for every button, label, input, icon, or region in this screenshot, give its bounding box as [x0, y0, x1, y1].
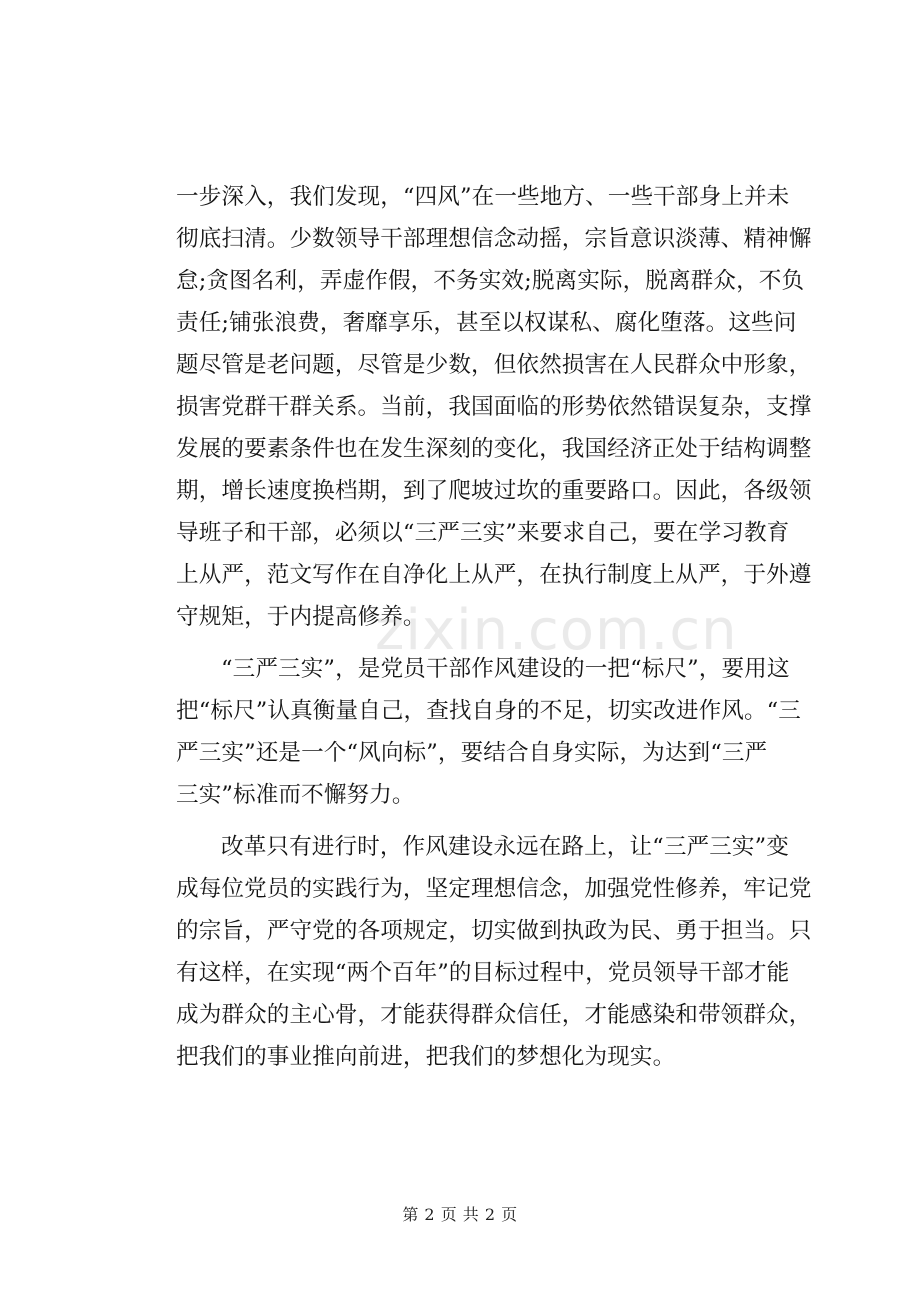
text-line: 把我们的事业推向前进，把我们的梦想化为现实。: [176, 1044, 676, 1070]
text-line: 守规矩，于内提高修养。: [176, 604, 426, 630]
text-line: 题尽管是老问题，尽管是少数，但依然损害在人民群众中形象，: [176, 352, 812, 378]
text-line: 改革只有进行时，作风建设永远在路上，让“三严三实”变: [221, 834, 789, 860]
page-footer: 第 2 页 共 2 页: [402, 1205, 518, 1224]
text-line: 彻底扫清。少数领导干部理想信念动摇，宗旨意识淡薄、精神懈: [176, 226, 812, 252]
text-line: 责任;铺张浪费，奢靡享乐，甚至以权谋私、腐化堕落。这些问: [176, 310, 797, 336]
text-line: 损害党群干群关系。当前，我国面临的形势依然错误复杂，支撑: [176, 394, 812, 420]
text-line: 期，增长速度换档期，到了爬坡过坎的重要路口。因此，各级领: [176, 478, 812, 504]
text-line: 怠;贪图名利，弄虚作假，不务实效;脱离实际，脱离群众，不负: [176, 268, 805, 294]
text-line: 成每位党员的实践行为，坚定理想信念，加强党性修养，牢记党: [176, 876, 812, 902]
text-line: 导班子和干部，必须以“三严三实”来要求自己，要在学习教育: [176, 520, 790, 546]
text-line: 把“标尺”认真衡量自己，查找自身的不足，切实改进作风。“三: [176, 698, 801, 724]
text-line: “三严三实”，是党员干部作风建设的一把“标尺”，要用这: [221, 656, 790, 682]
paragraph: [176, 176, 812, 638]
paragraph-gap: [176, 816, 746, 826]
document-body: [176, 176, 812, 1078]
paragraph: [176, 826, 812, 1078]
text-line: 的宗旨，严守党的各项规定，切实做到执政为民、勇于担当。只: [176, 918, 812, 944]
text-line: 严三实”还是一个“风向标”，要结合自身实际，为达到“三严: [176, 740, 768, 766]
text-line: 一步深入，我们发现，“四风”在一些地方、一些干部身上并未: [176, 184, 790, 210]
text-line: 有这样，在实现“两个百年”的目标过程中，党员领导干部才能: [176, 960, 790, 986]
paragraph-gap: [176, 638, 746, 648]
text-line: 三实”标准而不懈努力。: [176, 782, 415, 808]
text-line: 成为群众的主心骨，才能获得群众信任，才能感染和带领群众，: [176, 1002, 812, 1028]
text-line: 上从严，范文写作在自净化上从严，在执行制度上从严，于外遵: [176, 562, 812, 588]
watermark: zixin.com.cn: [375, 598, 738, 663]
text-line: 发展的要素条件也在发生深刻的变化，我国经济正处于结构调整: [176, 436, 812, 462]
paragraph: [176, 648, 801, 816]
